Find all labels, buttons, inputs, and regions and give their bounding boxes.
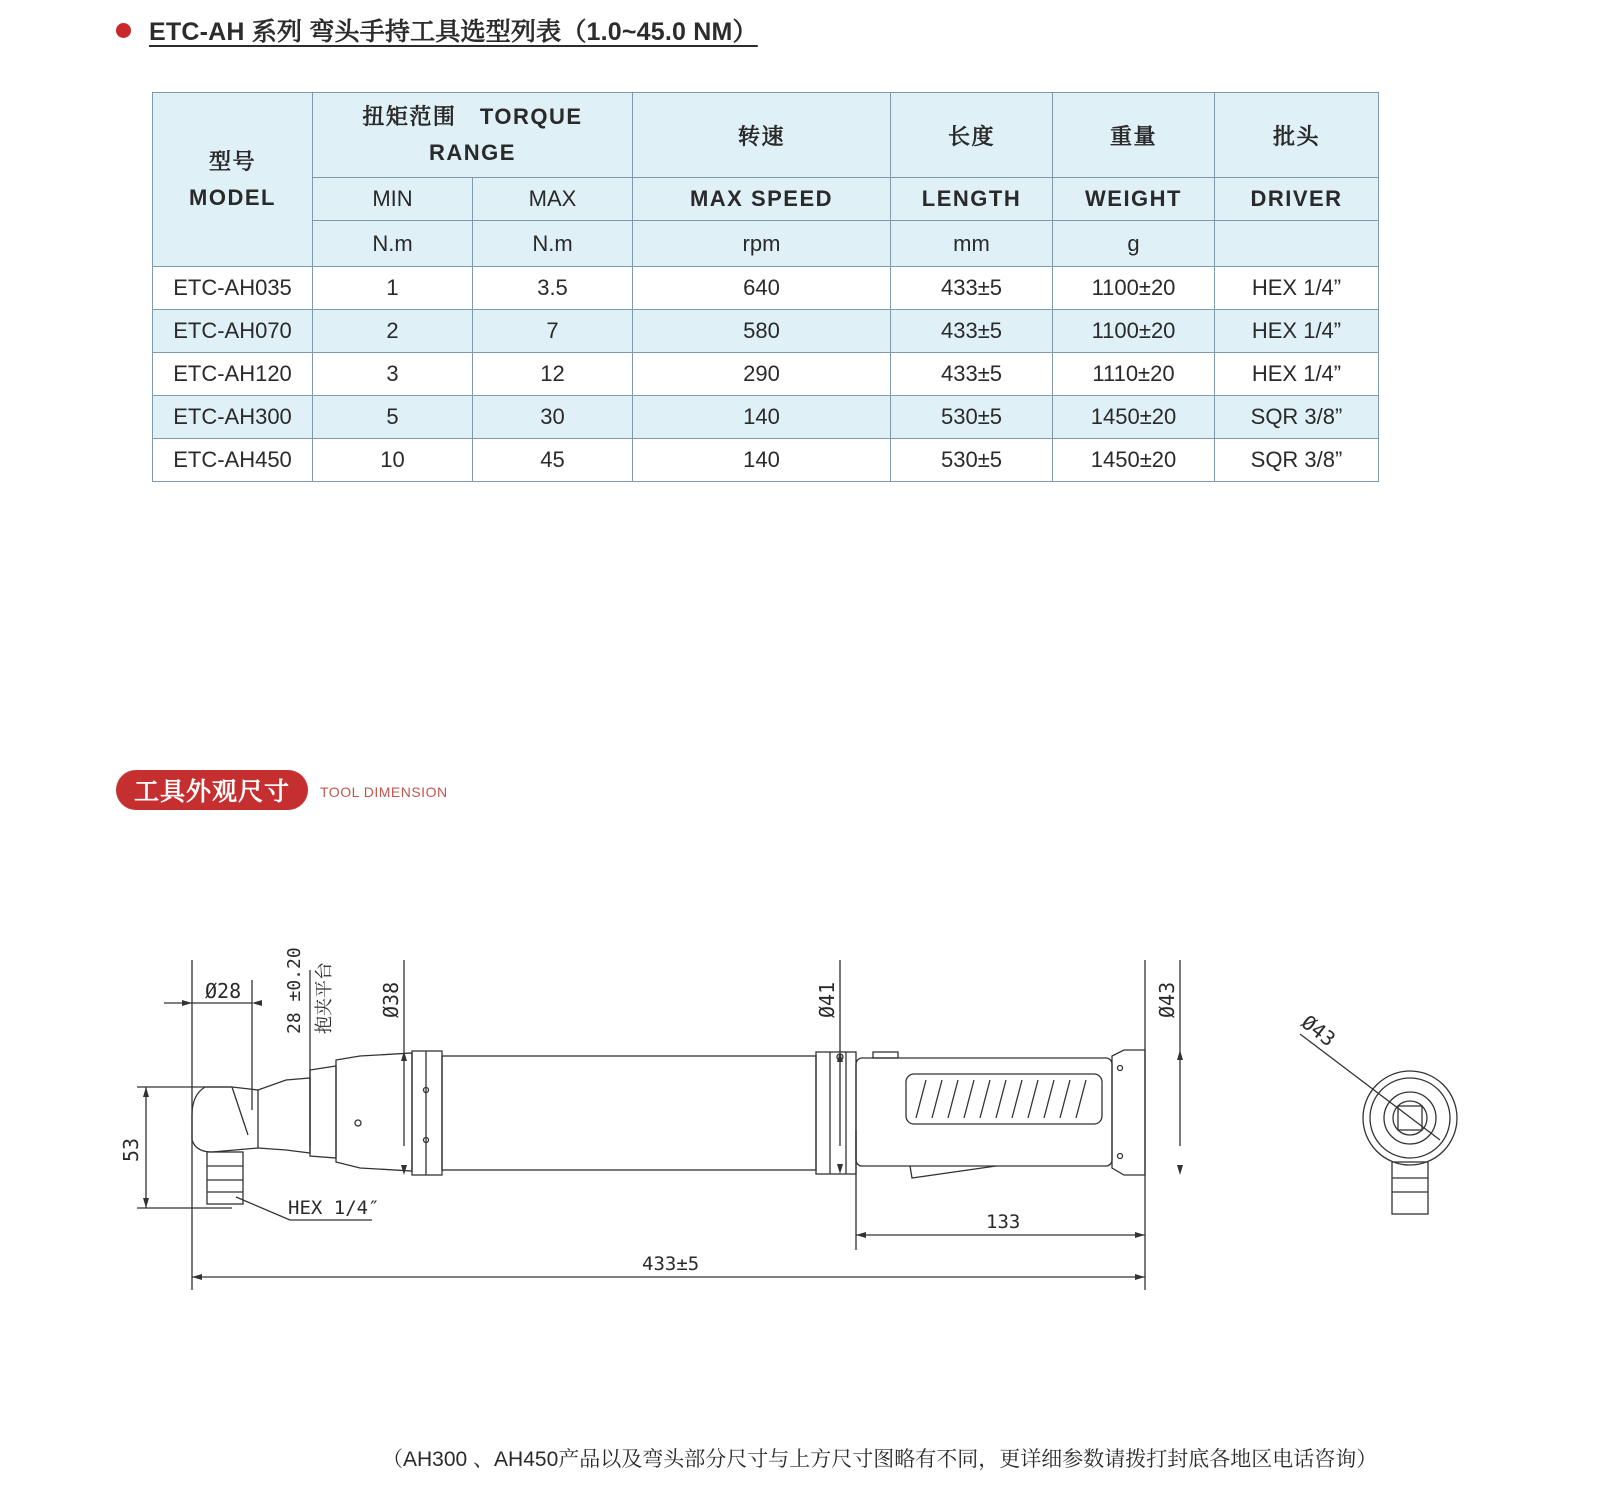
cell-length: 433±5 (891, 267, 1053, 310)
nose-housing (336, 1053, 412, 1171)
header-torque-line1: 扭矩范围 TORQUE (362, 104, 583, 129)
unit-length: mm (891, 221, 1053, 267)
table-row (153, 310, 1379, 353)
grip-ridges (916, 1080, 1086, 1118)
page-title: ETC-AH 系列 弯头手持工具选型列表（1.0~45.0 NM） (149, 18, 758, 46)
cell-speed: 290 (633, 353, 891, 396)
header-torque-line2: RANGE (429, 140, 516, 165)
cell-speed: 580 (633, 310, 891, 353)
cell-length: 530±5 (891, 396, 1053, 439)
label-28-tol: 28 ±0.20 (284, 947, 305, 1034)
unit-driver (1215, 221, 1379, 267)
cell-max: 7 (473, 310, 633, 353)
trigger (910, 1166, 996, 1178)
cell-weight: 1450±20 (1053, 396, 1215, 439)
cell-weight: 1450±20 (1053, 439, 1215, 482)
unit-speed: rpm (633, 221, 891, 267)
angle-head-edge (232, 1087, 248, 1135)
cell-speed: 140 (633, 396, 891, 439)
unit-min: N.m (313, 221, 473, 267)
label-hex: HEX 1/4″ (288, 1197, 380, 1219)
angle-head (192, 1087, 258, 1152)
header-min: MIN (313, 178, 473, 221)
footnote: （AH300 、AH450产品以及弯头部分尺寸与上方尺寸图略有不同，更详细参数请拨打封底各地区电话咨询） (382, 1448, 1378, 1471)
cell-max: 45 (473, 439, 633, 482)
cell-max: 12 (473, 353, 633, 396)
cell-model: ETC-AH070 (153, 310, 313, 353)
body-collar (816, 1052, 856, 1174)
cell-min: 2 (313, 310, 473, 353)
cell-driver: SQR 3/8” (1215, 439, 1379, 482)
header-length-en: LENGTH (891, 178, 1053, 221)
ring-band (412, 1051, 442, 1175)
table-row (153, 353, 1379, 396)
header-weight-cn: 重量 (1053, 93, 1215, 178)
table-row (153, 439, 1379, 482)
cell-weight: 1100±20 (1053, 267, 1215, 310)
cell-driver: SQR 3/8” (1215, 396, 1379, 439)
header-model-cn: 型号 (208, 148, 256, 174)
label-d41: Ø41 (815, 981, 839, 1018)
cell-length: 530±5 (891, 439, 1053, 482)
cell-min: 5 (313, 396, 473, 439)
label-d43: Ø43 (1155, 981, 1179, 1018)
label-133: 133 (986, 1211, 1021, 1233)
cell-model: ETC-AH450 (153, 439, 313, 482)
section-badge: 工具外观尺寸 (116, 770, 308, 810)
screw-icon (355, 1120, 361, 1126)
side-view-bit (1392, 1162, 1428, 1214)
title-row (116, 12, 758, 48)
label-53: 53 (119, 1137, 143, 1162)
header-length-cn: 长度 (891, 93, 1053, 178)
cell-speed: 640 (633, 267, 891, 310)
cell-driver: HEX 1/4” (1215, 353, 1379, 396)
bit-holder (207, 1152, 243, 1204)
cell-weight: 1100±20 (1053, 310, 1215, 353)
section-subtitle: TOOL DIMENSION (320, 784, 448, 800)
table-row (153, 267, 1379, 310)
header-speed-cn: 转速 (633, 93, 891, 178)
cell-model: ETC-AH120 (153, 353, 313, 396)
unit-weight: g (1053, 221, 1215, 267)
tool-dimension-drawing (0, 930, 1600, 1290)
bullet-dot-icon (116, 23, 131, 38)
clamp-collar (310, 1066, 336, 1158)
header-driver-cn: 批头 (1215, 93, 1379, 178)
header-torque (313, 93, 633, 178)
header-model (153, 93, 313, 267)
switch-button (873, 1052, 898, 1058)
leader-hex (236, 1197, 290, 1220)
spec-table (152, 92, 1379, 482)
cell-driver: HEX 1/4” (1215, 267, 1379, 310)
arrowheads (143, 1000, 1183, 1280)
grip-pad (906, 1074, 1102, 1124)
cell-length: 433±5 (891, 353, 1053, 396)
neck (258, 1078, 310, 1153)
cell-min: 3 (313, 353, 473, 396)
cell-speed: 140 (633, 439, 891, 482)
cell-min: 1 (313, 267, 473, 310)
table-row (153, 396, 1379, 439)
header-max: MAX (473, 178, 633, 221)
label-clamp: 抱夹平台 (314, 962, 335, 1034)
label-d38: Ø38 (379, 981, 403, 1018)
label-d43-side: Ø43 (1296, 1010, 1341, 1052)
cell-length: 433±5 (891, 310, 1053, 353)
cell-max: 30 (473, 396, 633, 439)
cell-max: 3.5 (473, 267, 633, 310)
cell-weight: 1110±20 (1053, 353, 1215, 396)
cell-model: ETC-AH300 (153, 396, 313, 439)
screw-icon (1118, 1154, 1123, 1159)
unit-max: N.m (473, 221, 633, 267)
cell-min: 10 (313, 439, 473, 482)
header-model-en: MODEL (189, 184, 276, 210)
label-d28: Ø28 (205, 979, 242, 1003)
cell-driver: HEX 1/4” (1215, 310, 1379, 353)
header-speed-en: MAX SPEED (633, 178, 891, 221)
screw-icon (1118, 1066, 1123, 1071)
header-weight-en: WEIGHT (1053, 178, 1215, 221)
label-433: 433±5 (642, 1253, 700, 1275)
header-driver-en: DRIVER (1215, 178, 1379, 221)
cell-model: ETC-AH035 (153, 267, 313, 310)
body-tube (442, 1056, 816, 1170)
